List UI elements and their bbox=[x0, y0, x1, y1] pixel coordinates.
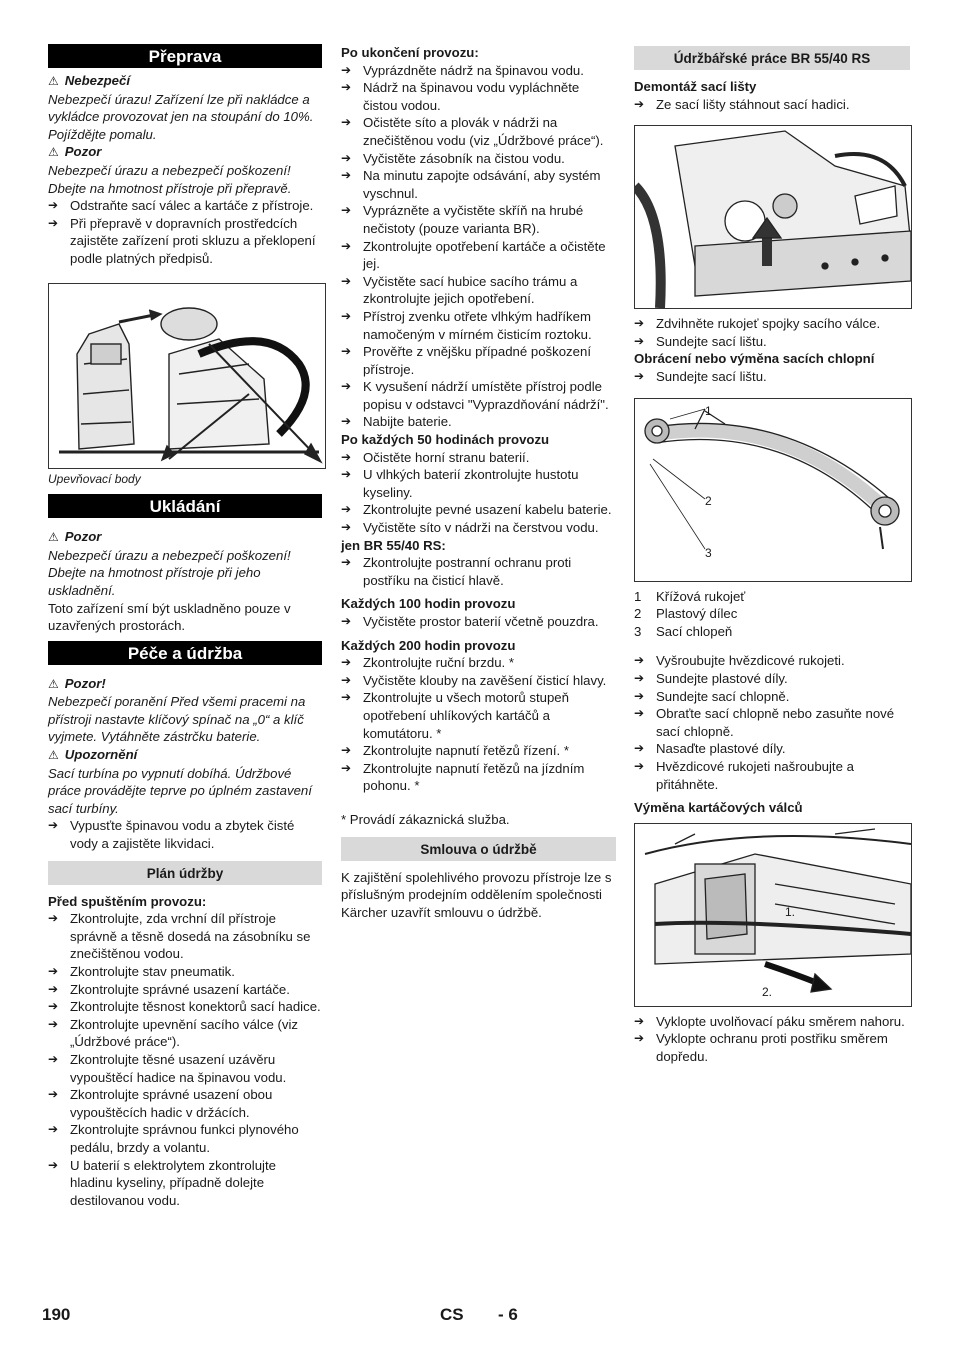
list-item: ➔ Nabijte baterie. bbox=[341, 413, 616, 431]
200-hours-steps bbox=[341, 654, 616, 795]
list-item: ➔ Zkontrolujte napnutí řetězů řízení. * bbox=[341, 742, 616, 760]
brush-replacement-illustration bbox=[635, 824, 911, 1006]
list-item: ➔ Zkontrolujte upevnění sacího válce (viz „Údržbové práce“). bbox=[48, 1016, 322, 1051]
list-item: ➔ Vyčistěte zásobník na čistou vodu. bbox=[341, 150, 616, 168]
caution-text: Nebezpečí úrazu a nebezpečí poškození! Dbejte na hmotnost přístroje při přepravě. bbox=[48, 162, 292, 196]
list-item: ➔ Zkontrolujte správné usazení obou vypouštěcích hadic v držácích. bbox=[48, 1086, 322, 1121]
warning-triangle-icon: ⚠ bbox=[48, 145, 59, 160]
list-item: ➔ Sundejte sací lištu. bbox=[634, 368, 910, 386]
list-item: ➔ U baterií s elektrolytem zkontrolujte hladinu kyseliny, případně dolejte destilovanou vodu. bbox=[48, 1157, 322, 1210]
list-item: ➔ Sundejte sací lištu. bbox=[634, 333, 910, 351]
br-only-steps bbox=[341, 554, 616, 589]
list-item: ➔ Obraťte sací chlopně nebo zasuňte nové sací chlopně. bbox=[634, 705, 910, 740]
list-item: ➔ U vlhkých baterií zkontrolujte hustotu kyseliny. bbox=[341, 466, 616, 501]
caution-title: ⚠ Pozor bbox=[48, 529, 102, 545]
list-item: ➔ Zkontrolujte stav pneumatik. bbox=[48, 963, 322, 981]
list-item: ➔ Prověřte z vnějšku případné poškození přístroje. bbox=[341, 343, 616, 378]
list-item: ➔ Nádrž na špinavou vodu vypláchněte čistou vodou. bbox=[341, 79, 616, 114]
caution-text: Nebezpečí úrazu a nebezpečí poškození! Dbejte na hmotnost přístroje při jeho uskladnění. bbox=[48, 547, 291, 598]
storage-text: Toto zařízení smí být uskladněno pouze v uzavřených prostorách. bbox=[48, 600, 291, 634]
caution-title: ⚠ Pozor bbox=[48, 144, 102, 160]
figure-label: 1. bbox=[785, 904, 796, 919]
list-item: ➔ Vyčistěte klouby na zavěšení čisticí hlavy. bbox=[341, 672, 616, 690]
heading-maintenance-contract: Smlouva o údržbě bbox=[341, 837, 616, 861]
notice-text: Sací turbína po vypnutí dobíhá. Údržbové práce provádějte teprve po úplném zastavení sací turbíny. bbox=[48, 765, 312, 816]
50-hours-steps bbox=[341, 449, 616, 537]
transport-illustration bbox=[49, 284, 325, 468]
list-item: ➔ Při přepravě v dopravních prostředcích zajistěte zařízení proti skluzu a překlopení podle platných předpisů. bbox=[48, 215, 322, 268]
figure-squeegee-removal bbox=[634, 125, 912, 309]
list-item: ➔ Zkontrolujte u všech motorů stupeň opotřebení uhlíkových kartáčů a komutátoru. * bbox=[341, 689, 616, 742]
subheading-flip-lips: Obrácení nebo výměna sacích chlopní bbox=[634, 351, 875, 367]
sub-page-number: - 6 bbox=[498, 1305, 518, 1324]
list-item: ➔ Zkontrolujte postranní ochranu proti postříku na čisticí hlavě. bbox=[341, 554, 616, 589]
brush-steps bbox=[634, 1013, 910, 1066]
figure-brush-replacement bbox=[634, 823, 912, 1007]
list-item: ➔ Zkontrolujte pevné usazení kabelu baterie. bbox=[341, 501, 616, 519]
list-item: ➔ Nasaďte plastové díly. bbox=[634, 740, 910, 758]
care-steps bbox=[48, 817, 322, 852]
transport-steps bbox=[48, 197, 322, 267]
notice-title: ⚠ Upozornění bbox=[48, 747, 138, 763]
list-item: ➔ Sundejte sací chlopně. bbox=[634, 688, 910, 706]
list-item: ➔ Zkontrolujte opotřebení kartáče a očistěte jej. bbox=[341, 238, 616, 273]
figure-caption: Upevňovací body bbox=[48, 471, 141, 486]
list-item: ➔ Vyklopte uvolňovací páku směrem nahoru. bbox=[634, 1013, 910, 1031]
list-item: ➔ Ze sací lišty stáhnout sací hadici. bbox=[634, 96, 910, 114]
list-item: ➔ Zkontrolujte napnutí řetězů na jízdním pohonu. * bbox=[341, 760, 616, 795]
warning-triangle-icon: ⚠ bbox=[48, 530, 59, 545]
column-3 bbox=[634, 44, 910, 1065]
caution-title: ⚠ Pozor! bbox=[48, 675, 106, 691]
demount-steps-a bbox=[634, 96, 910, 114]
caution-text: Nebezpečí poranění Před všemi pracemi na přístroji nastavte klíčový spínač na „0“ a klíč vyjmete. Vytáhněte zástrčku baterie. bbox=[48, 694, 306, 745]
footnote: * Provádí zákaznická služba. bbox=[341, 811, 510, 827]
list-item: ➔ Zkontrolujte správnou funkci plynového pedálu, brzdy a volantu. bbox=[48, 1121, 322, 1156]
list-item: ➔ Očistěte síto a plovák v nádrži na znečištěnou vodu (viz „Údržbové práce“). bbox=[341, 114, 616, 149]
contract-text: K zajištění spolehlivého provozu přístroje lze s příslušným prodejním oddělením společnosti Kärcher uzavřít smlouvu o údržbě. bbox=[341, 869, 612, 920]
column-1 bbox=[48, 44, 322, 1209]
list-item: ➔ Na minutu zapojte odsávání, aby systém vyschnul. bbox=[341, 167, 616, 202]
danger-text: Nebezpečí úrazu! Zařízení lze při nakládce a vykládce provozovat jen na stoupání do 10%. Pojíždějte pomalu. bbox=[48, 91, 314, 142]
legend-item: 3 Sací chlopeň bbox=[634, 623, 733, 639]
list-item: ➔ Odstraňte sací válec a kartáče z přístroje. bbox=[48, 197, 322, 215]
warning-triangle-icon: ⚠ bbox=[48, 676, 59, 691]
subheading-50-hours: Po každých 50 hodinách provozu bbox=[341, 432, 550, 448]
list-item: ➔ Zkontrolujte ruční brzdu. * bbox=[341, 654, 616, 672]
warning-triangle-icon: ⚠ bbox=[48, 748, 59, 763]
heading-transport: Přeprava bbox=[48, 44, 322, 68]
list-item: ➔ Zkontrolujte, zda vrchní díl přístroje správně a těsně dosedá na zásobníku se znečištěnou vodou. bbox=[48, 910, 322, 963]
list-item: ➔ Vyčistěte sací hubice sacího trámu a zkontrolujte jejich opotřebení. bbox=[341, 273, 616, 308]
list-item: ➔ Vyčistěte síto v nádrži na čerstvou vodu. bbox=[341, 519, 616, 537]
list-item: ➔ Očistěte horní stranu baterií. bbox=[341, 449, 616, 467]
list-item: ➔ Zkontrolujte těsnost konektorů sací hadice. bbox=[48, 998, 322, 1016]
warning-triangle-icon: ⚠ bbox=[48, 74, 59, 88]
list-item: ➔ Vyprázdněte nádrž na špinavou vodu. bbox=[341, 62, 616, 80]
page-number: 190 bbox=[42, 1305, 71, 1324]
subheading-demount-squeegee: Demontáž sací lišty bbox=[634, 79, 757, 94]
heading-care: Péče a údržba bbox=[48, 641, 322, 665]
figure-legend bbox=[634, 588, 910, 641]
subheading-100-hours: Každých 100 hodin provozu bbox=[341, 596, 516, 612]
list-item: ➔ Vyšroubujte hvězdicové rukojeti. bbox=[634, 652, 910, 670]
flip-steps-a bbox=[634, 368, 910, 386]
subheading-br-only: jen BR 55/40 RS: bbox=[341, 537, 446, 553]
list-item: ➔ Zkontrolujte správné usazení kartáče. bbox=[48, 981, 322, 999]
demount-steps-b bbox=[634, 315, 910, 350]
list-item: ➔ Zdvihněte rukojeť spojky sacího válce. bbox=[634, 315, 910, 333]
figure-label: 2 bbox=[705, 493, 712, 508]
legend-item: 1 Křížová rukojeť bbox=[634, 588, 746, 604]
100-hours-steps bbox=[341, 613, 616, 631]
after-operation-steps bbox=[341, 62, 616, 431]
legend-item: 2 Plastový dílec bbox=[634, 606, 738, 622]
figure-label: 3 bbox=[705, 545, 712, 560]
list-item: ➔ Vyčistěte prostor baterií včetně pouzdra. bbox=[341, 613, 616, 631]
list-item: ➔ K vysušení nádrží umístěte přístroj podle popisu v odstavci "Vyprazdňování nádrží". bbox=[341, 378, 616, 413]
subheading-before-start: Před spuštěním provozu: bbox=[48, 893, 207, 909]
list-item: ➔ Sundejte plastové díly. bbox=[634, 670, 910, 688]
subheading-after-operation: Po ukončení provozu: bbox=[341, 45, 479, 60]
figure-transport-mounting-points bbox=[48, 283, 326, 469]
heading-maintenance-work: Údržbářské práce BR 55/40 RS bbox=[634, 46, 910, 70]
subheading-brush-replacement: Výměna kartáčových válců bbox=[634, 800, 803, 816]
list-item: ➔ Přístroj zvenku otřete vlhkým hadříkem namočeným v mírném čisticím roztoku. bbox=[341, 308, 616, 343]
squeegee-lips-illustration bbox=[635, 399, 911, 581]
danger-title: ⚠ Nebezpečí bbox=[48, 73, 130, 88]
list-item: ➔ Vypusťte špinavou vodu a zbytek čisté vody a zajistěte likvidaci. bbox=[48, 817, 322, 852]
figure-label: 1 bbox=[705, 403, 712, 418]
column-2 bbox=[341, 44, 616, 921]
list-item: ➔ Hvězdicové rukojeti našroubujte a přitáhněte. bbox=[634, 758, 910, 793]
list-item: ➔ Vyprázněte a vyčistěte skříň na hrubé nečistoty (pouze varianta BR). bbox=[341, 202, 616, 237]
list-item: ➔ Zkontrolujte těsné usazení uzávěru vypouštěcí hadice na špinavou vodu. bbox=[48, 1051, 322, 1086]
heading-maintenance-plan: Plán údržby bbox=[48, 861, 322, 885]
flip-steps-b bbox=[634, 652, 910, 793]
heading-storage: Ukládání bbox=[48, 494, 322, 518]
before-start-steps bbox=[48, 910, 322, 1209]
list-item: ➔ Vyklopte ochranu proti postřiku směrem dopředu. bbox=[634, 1030, 910, 1065]
figure-label: 2. bbox=[762, 984, 773, 999]
squeegee-removal-illustration bbox=[635, 126, 911, 308]
subheading-200-hours: Každých 200 hodin provozu bbox=[341, 637, 516, 653]
language-code: CS bbox=[440, 1305, 464, 1324]
figure-squeegee-lips bbox=[634, 398, 912, 582]
